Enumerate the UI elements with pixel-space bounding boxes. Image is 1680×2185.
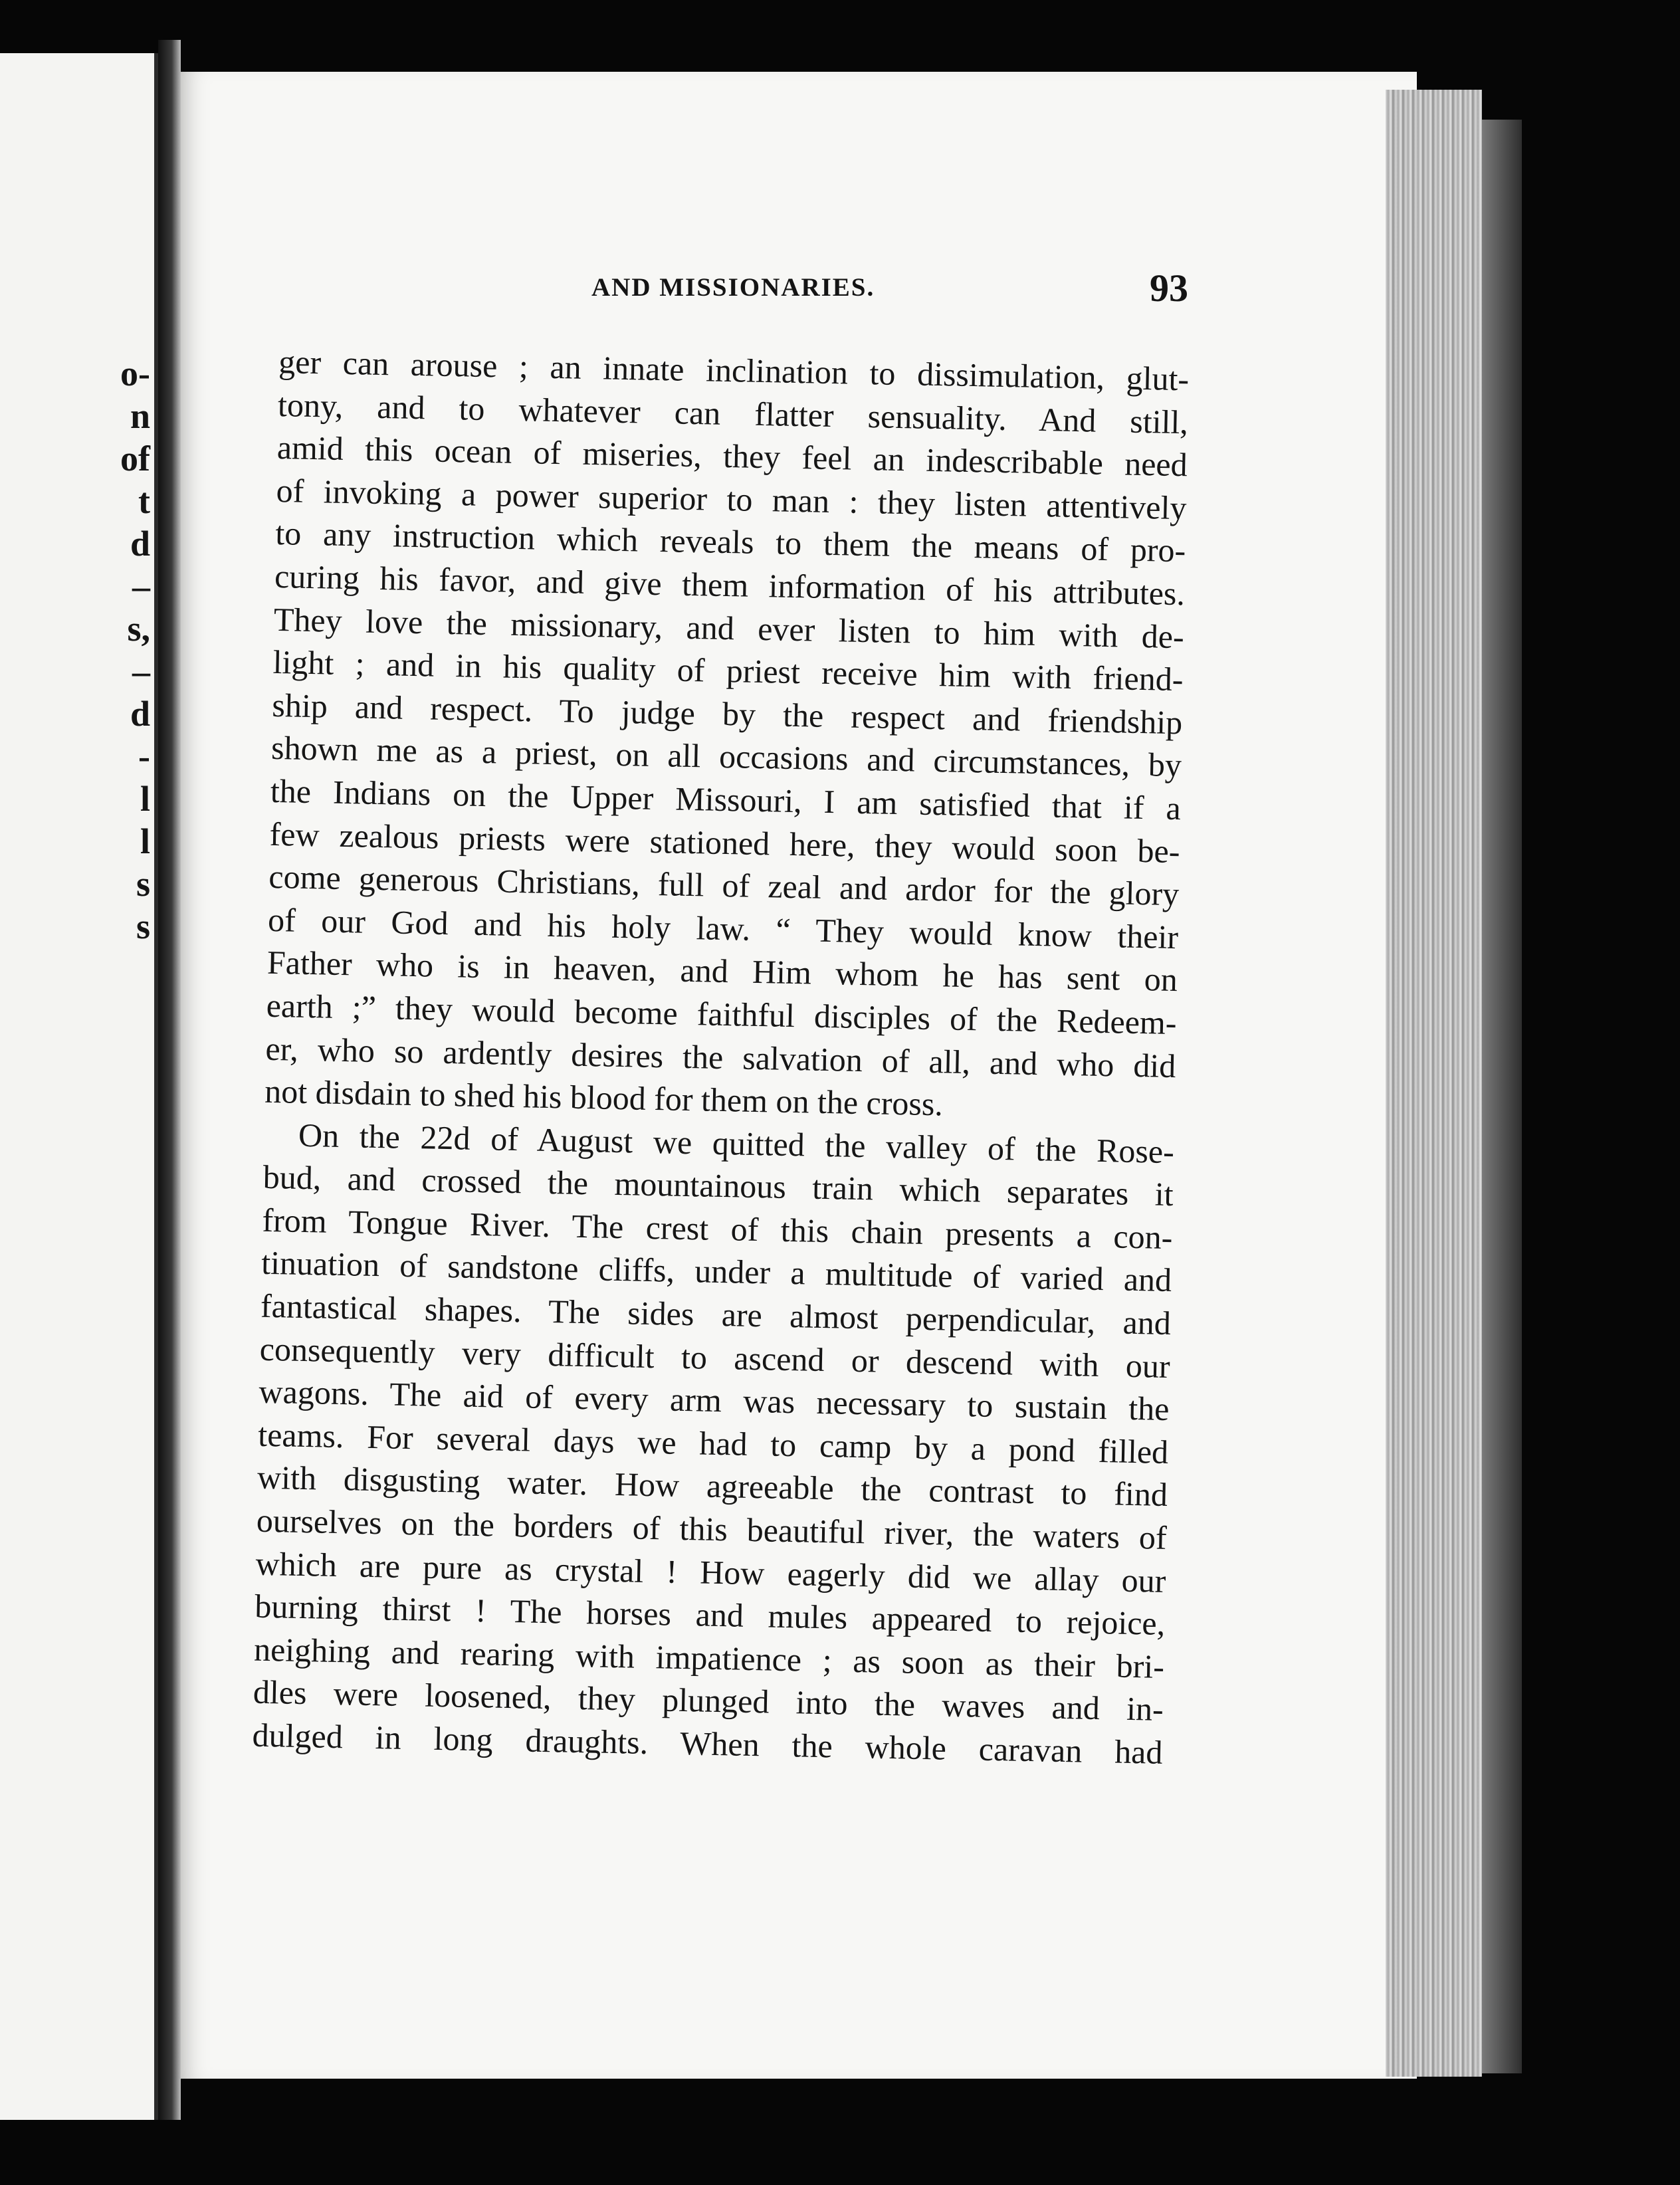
text-line: of our God and his holy law. “ They would know their [267,900,1179,956]
text-line: which are pure as crystal ! How eagerly did we allay our [255,1544,1166,1600]
fragment: of [120,439,150,478]
text-line: wagons. The aid of every arm was necessary to sustain the [259,1372,1170,1428]
facing-page-text-fragments [4,352,150,948]
text-line: with disgusting water. How agreeable the contrast to find [257,1459,1168,1514]
text-line: shown me as a priest, on all occasions and circumstances, by [270,729,1182,784]
text-line: burning thirst ! The horses and mules appeared to rejoice, [254,1587,1166,1643]
text-line: come generous Christians, full of zeal and ardor for the glory [268,857,1180,913]
book-spine-edge [1482,120,1522,2073]
text-line: the Indians on the Upper Missouri, I am satisfied that if a [270,772,1182,827]
page-number: 93 [1150,266,1188,310]
fragment: t [138,481,150,521]
text-line: consequently very difficult to ascend or descend with our [259,1330,1171,1385]
text-line: er, who so ardently desires the salvation of all, and who did [265,1029,1176,1085]
fragment: l [140,821,150,861]
text-line: tony, and to whatever can flatter sensuality. And still, [277,385,1189,441]
text-line: fantastical shapes. The sides are almost perpendicular, and [260,1287,1172,1342]
text-line: curing his favor, and give them information of his attributes. [274,557,1186,613]
paragraph [252,1112,1174,1774]
fragment: s [136,864,150,904]
text-line: dulged in long draughts. When the whole caravan had [252,1716,1163,1771]
text-line: ger can arouse ; an innate inclination to dissimulation, glut- [278,342,1190,398]
book-gutter [158,40,181,2120]
fragment: o- [120,354,150,393]
page-edges [1386,90,1482,2077]
body-text [252,340,1190,1774]
text-line: few zealous priests were stationed here, they would soon be- [269,815,1181,870]
text-line: bud, and crossed the mountainous train which separates it [262,1158,1174,1213]
fragment: l [140,779,150,819]
paragraph [264,340,1190,1130]
text-line: dles were loosened, they plunged into the waves and in- [253,1673,1164,1728]
fragment: s [136,906,150,946]
fragment: d [130,524,150,564]
text-line: amid this ocean of miseries, they feel an indescribable need [276,429,1188,484]
text-line: neighing and rearing with impatience ; as soon as their bri- [253,1630,1165,1685]
text-line: of invoking a power superior to man : they listen attentively [276,471,1187,527]
fragment: s, [127,609,150,649]
text-line: to any instruction which reveals to them the means of pro- [274,514,1186,570]
text-line: from Tongue River. The crest of this chain presents a con- [262,1201,1173,1256]
text-line: ourselves on the borders of this beautiful river, the waters of [256,1501,1168,1556]
text-line: Father who is in heaven, and Him whom he has sent on [266,944,1178,999]
fragment: – [132,651,150,691]
fragment: n [130,396,150,436]
text-line: light ; and in his quality of priest receive him with friend- [272,643,1184,698]
fragment: – [132,566,150,606]
running-head: AND MISSIONARIES. [591,273,875,302]
text-line: tinuation of sandstone cliffs, under a multitude of varied and [261,1244,1172,1299]
text-line: On the 22d of August we quitted the valley of the Rose- [298,1116,1175,1170]
text-line: teams. For several days we had to camp by a pond filled [257,1415,1169,1471]
fragment: - [138,736,150,776]
text-line: not disdain to shed his blood for them on the cross. [264,1072,944,1123]
text-line: ship and respect. To judge by the respect and friendship [271,686,1183,741]
text-line: They love the missionary, and ever listen to him with de- [273,600,1185,655]
fragment: d [130,694,150,734]
facing-page-left [0,53,158,2120]
text-line: earth ;” they would become faithful disciples of the Redeem- [266,986,1178,1042]
